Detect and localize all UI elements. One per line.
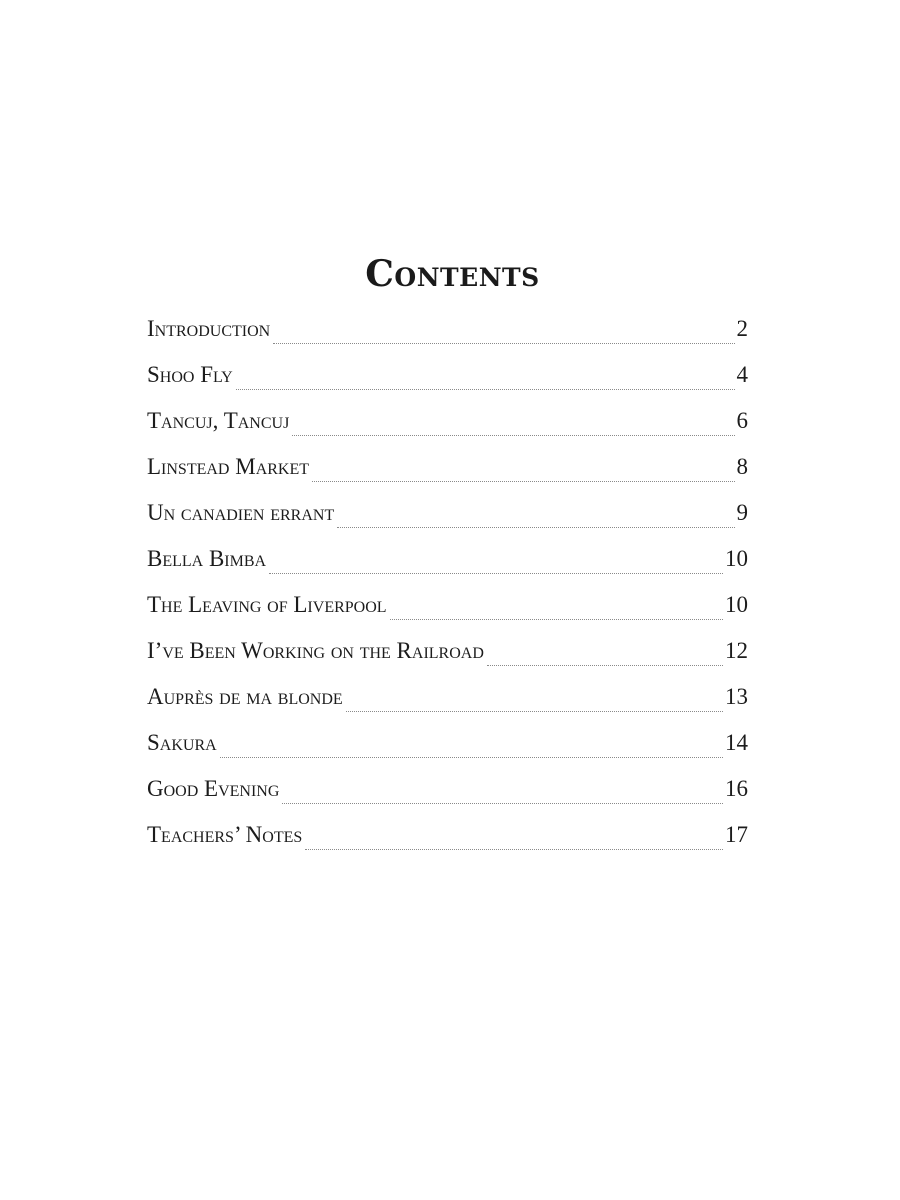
toc-entry-title: The Leaving of Liverpool <box>147 592 387 617</box>
toc-entry <box>147 726 748 772</box>
toc-entry-page-number: 14 <box>725 730 748 755</box>
toc-entry-title: Bella Bimba <box>147 546 267 571</box>
dot-leader <box>487 664 723 666</box>
toc-entry <box>147 496 748 542</box>
dot-leader <box>312 480 734 482</box>
toc-entry-title: Good Evening <box>147 776 280 801</box>
dot-leader <box>282 802 723 804</box>
toc-entry <box>147 312 748 358</box>
toc-entry-page-number: 6 <box>736 408 748 433</box>
dot-leader <box>236 388 735 390</box>
dot-leader <box>292 434 734 436</box>
toc-entry-page-number: 8 <box>736 454 748 479</box>
toc-entry <box>147 450 748 496</box>
toc-entry-title: Introduction <box>147 316 271 341</box>
toc-entry-title: Un canadien errant <box>147 500 335 525</box>
page-title: Contents <box>365 253 540 296</box>
toc-entry-page-number: 16 <box>725 776 748 801</box>
toc-entry <box>147 634 748 680</box>
dot-leader <box>346 710 723 712</box>
toc-entry <box>147 772 748 818</box>
dot-leader <box>269 572 723 574</box>
toc-entry-title: Shoo Fly <box>147 362 233 387</box>
toc-entry <box>147 680 748 726</box>
toc-entry <box>147 588 748 634</box>
dot-leader <box>305 848 723 850</box>
toc-entry <box>147 542 748 588</box>
toc-entry-title: Auprès de ma blonde <box>147 684 343 709</box>
toc-entry-page-number: 4 <box>736 362 748 387</box>
toc-entry-page-number: 10 <box>725 592 748 617</box>
toc-entry <box>147 818 748 864</box>
table-of-contents <box>147 312 748 864</box>
toc-entry-page-number: 12 <box>725 638 748 663</box>
toc-entry-title: Linstead Market <box>147 454 310 479</box>
dot-leader <box>337 526 734 528</box>
toc-entry-page-number: 17 <box>725 822 748 847</box>
dot-leader <box>390 618 723 620</box>
toc-entry-page-number: 9 <box>736 500 748 525</box>
toc-entry <box>147 404 748 450</box>
toc-entry-title: Tancuj, Tancuj <box>147 408 290 433</box>
toc-entry-title: I’ve Been Working on the Railroad <box>147 638 484 663</box>
dot-leader <box>273 342 734 344</box>
toc-entry-page-number: 2 <box>736 316 748 341</box>
toc-entry-page-number: 10 <box>725 546 748 571</box>
toc-entry <box>147 358 748 404</box>
dot-leader <box>220 756 723 758</box>
toc-entry-title: Teachers’ Notes <box>147 822 303 847</box>
toc-entry-page-number: 13 <box>725 684 748 709</box>
toc-entry-title: Sakura <box>147 730 217 755</box>
